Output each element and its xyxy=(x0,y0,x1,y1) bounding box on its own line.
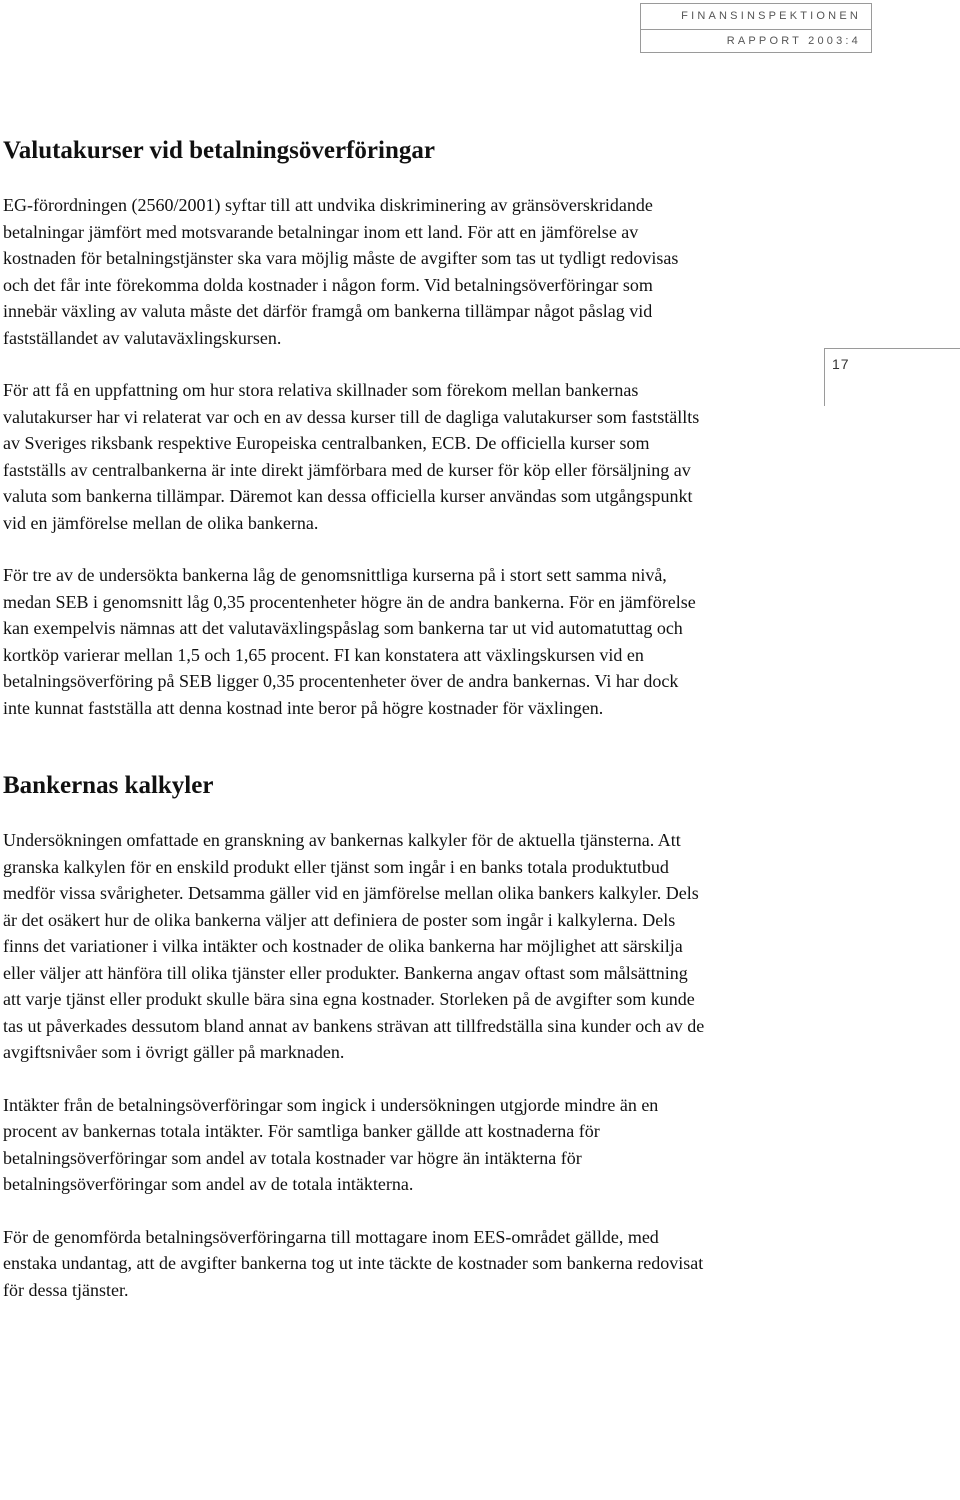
header-divider xyxy=(641,29,871,30)
report-number: RAPPORT 2003:4 xyxy=(726,35,861,47)
paragraph: Undersökningen omfattade en granskning av bankernas kalkyler för de aktuella tjänsterna. Att granska kalkylen för en enskild produkt eller tjänst som ingår i en banks totala produktutbud medför vissa svårigheter. Detsamma gäller vid en jämförelse mellan olika bankers kalkyler. Dels är det osäkert hur de olika bankerna väljer att definiera de poster som ingår i kalkylerna. Dels finns det variationer i vilka intäkter och kostnader de olika bankerna har möjlighet att särskilja eller väljer att hänföra till olika tjänster eller produkter. Bankerna angav oftast som målsättning att varje tjänst eller produkt skulle bära sina egna kostnader. Storleken på de avgifter som kunde tas ut påverkades dessutom bland annat av bankens strävan att tillfredställa sina kunder och av de avgiftsnivåer som i övrigt gäller på marknaden. xyxy=(3,830,705,1062)
page-marker-vertical-rule xyxy=(824,348,825,406)
paragraph: För tre av de undersökta bankerna låg de genomsnittliga kurserna på i stort sett samma nivå, medan SEB i genomsnitt låg 0,35 procentenheter högre än de andra bankerna. För en jämförelse kan exempelvis nämnas att det valutaväxlingspåslag som bankerna tar ut vid automatuttag och kortköp varierar mellan 1,5 och 1,65 procent. FI kan konstatera att växlingskursen vid en betalningsöverföring på SEB ligger 0,35 procentenheter över de andra bankernas. Vi har dock inte kunnat fastställa att denna kostnad inte beror på högre kostnader för växlingen. xyxy=(3,565,696,718)
paragraph: EG-förordningen (2560/2001) syftar till att undvika diskriminering av gränsöverskridande betalningar jämfört med motsvarande betalningar inom ett land. För att en jämförelse av kostnaden för betalningstjänster ska vara möjlig måste de avgifter som tas ut tydligt redovisas och det får inte förekomma dolda kostnader i någon form. Vid betalningsöverföringar som innebär växling av valuta måste det därför framgå om bankerna tillämpar något påslag vid fastställandet av valutaväxlingskursen. xyxy=(3,195,679,348)
page-number-marker xyxy=(824,348,960,406)
running-header xyxy=(640,3,872,53)
paragraph: För att få en uppfattning om hur stora relativa skillnader som förekom mellan bankernas valutakurser har vi relaterat var och en av dessa kurser till de dagliga valutakurser som fastställts av Sveriges riksbank respektive Europeiska centralbanken, ECB. De officiella kurser som fastställs av centralbankerna är inte direkt jämförbara med de kurser för köp eller försäljning av valuta som bankerna tillämpar. Däremot kan dessa officiella kurser användas som utgångspunkt vid en jämförelse mellan de olika bankerna. xyxy=(3,380,700,533)
section-title-kalkyler: Bankernas kalkyler xyxy=(3,772,214,799)
publisher-name: FINANSINSPEKTIONEN xyxy=(681,10,861,22)
paragraph: För de genomförda betalningsöverföringarna till mottagare inom EES-området gällde, med enstaka undantag, att de avgifter bankerna tog ut inte täckte de kostnader som bankerna redovisat för dessa tjänster. xyxy=(3,1226,704,1300)
page-number: 17 xyxy=(832,356,850,372)
paragraph: Intäkter från de betalningsöverföringar som ingick i undersökningen utgjorde mindre än en procent av bankernas totala intäkter. För samtliga banker gällde att kostnaderna för betalningsöverföringar som andel av totala kostnader var högre än intäkterna för betalningsöverföringar som andel av de totala intäkterna. xyxy=(3,1094,659,1194)
body-text xyxy=(3,134,705,1303)
section-title-valutakurser: Valutakurser vid betalningsöverföringar xyxy=(3,137,435,164)
page-marker-horizontal-rule xyxy=(824,348,960,349)
